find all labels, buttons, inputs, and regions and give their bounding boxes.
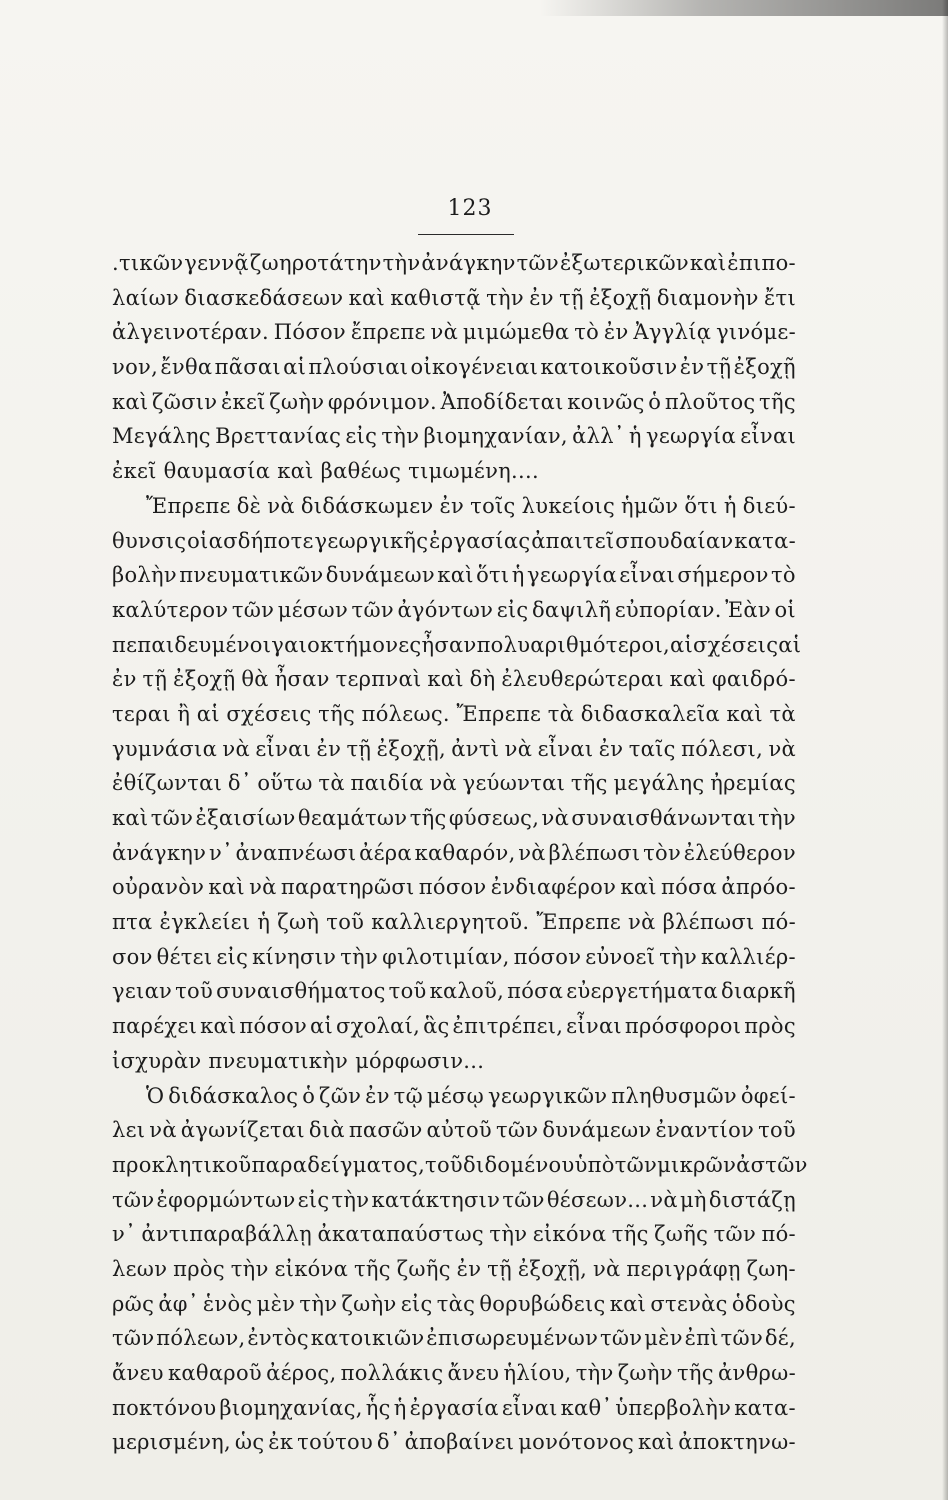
text-line: τεραι ἢ αἱ σχέσεις τῆς πόλεως. Ἔπρεπε τὰ διδασκαλεῖα καὶ τὰ bbox=[112, 701, 796, 726]
text-line: γειαν τοῦ συναισθήματος τοῦ καλοῦ, πόσα εὐεργετήματα διαρκῆ bbox=[112, 979, 796, 1004]
text-line: καλύτερον τῶν μέσων τῶν ἀγόντων εἰς δαψιλῆ εὐπορίαν. Ἐὰν οἱ bbox=[112, 597, 796, 622]
text-line: τῶν ἐφορμώντων εἰς τὴν κατάκτησιν τῶν θέσεων... νὰ μὴ διστάζῃ bbox=[112, 1187, 796, 1212]
text-line: ν᾽ ἀντιπαραβάλλῃ ἀκαταπαύστως τὴν εἰκόνα τῆς ζωῆς τῶν πό- bbox=[112, 1222, 796, 1247]
text-line: Μεγάλης Βρεττανίας εἰς τὴν βιομηχανίαν, ἀλλ᾽ ἡ γεωργία εἶναι bbox=[112, 424, 796, 449]
text-line: πτα ἐγκλείει ἡ ζωὴ τοῦ καλλιεργητοῦ. Ἔπρεπε νὰ βλέπωσι πό- bbox=[112, 910, 796, 935]
text-line: ἐθίζωνται δ᾽ οὕτω τὰ παιδία νὰ γεύωνται τῆς μεγάλης ἠρεμίας bbox=[112, 771, 796, 796]
text-line: μερισμένη, ὡς ἐκ τούτου δ᾽ ἀποβαίνει μονότονος καὶ ἀποκτηνω- bbox=[112, 1430, 796, 1455]
text-line: προκλητικοῦ παραδείγματος, τοῦ διδομένου ὑπὸ τῶν μικρῶν ἀστῶν bbox=[112, 1152, 808, 1177]
text-line: οὐρανὸν καὶ νὰ παρατηρῶσι πόσον ἐνδιαφέρον καὶ πόσα ἀπρόο- bbox=[112, 875, 796, 900]
text-line: καὶ ζῶσιν ἐκεῖ ζωὴν φρόνιμον. Ἀποδίδεται κοινῶς ὁ πλοῦτος τῆς bbox=[112, 389, 796, 414]
text-line: τῶν πόλεων, ἐντὸς κατοικιῶν ἐπισωρευμένων τῶν μὲν ἐπὶ τῶν δέ, bbox=[112, 1326, 796, 1351]
text-line: Ὁ διδάσκαλος ὁ ζῶν ἐν τῷ μέσῳ γεωργικῶν πληθυσμῶν ὀφεί- bbox=[146, 1083, 796, 1108]
text-line: λεων πρὸς τὴν εἰκόνα τῆς ζωῆς ἐν τῇ ἐξοχῇ, νὰ περιγράφῃ ζωη- bbox=[112, 1256, 796, 1281]
text-line: ρῶς ἀφ᾽ ἑνὸς μὲν τὴν ζωὴν εἰς τὰς θορυβώδεις καὶ στενὰς ὁδοὺς bbox=[112, 1291, 796, 1316]
text-line: .τικῶν γεννᾷ ζωηροτάτην τὴν ἀνάγκην τῶν ἐξωτερικῶν καὶ ἐπιπο- bbox=[112, 251, 796, 275]
text-line: νον, ἔνθα πᾶσαι αἱ πλούσιαι οἰκογένειαι κατοικοῦσιν ἐν τῇ ἐξοχῇ bbox=[112, 355, 796, 380]
page-number-rule bbox=[418, 234, 514, 235]
text-line: λει νὰ ἀγωνίζεται διὰ πασῶν αὐτοῦ τῶν δυνάμεων ἐναντίον τοῦ bbox=[112, 1118, 796, 1143]
text-line: ἄνευ καθαροῦ ἀέρος, πολλάκις ἄνευ ἡλίου, τὴν ζωὴν τῆς ἀνθρω- bbox=[112, 1361, 796, 1385]
text-line: ἐν τῇ ἐξοχῇ θὰ ἦσαν τερπναὶ καὶ δὴ ἐλευθερώτεραι καὶ φαιδρό- bbox=[112, 667, 796, 692]
scan-edge-shadow-right bbox=[942, 0, 948, 1500]
text-line: πεπαιδευμένοι γαιοκτήμονες ἦσαν πολυαριθμότεροι, αἱ σχέσεις αἱ bbox=[112, 632, 802, 657]
body-text bbox=[112, 246, 808, 1460]
page-number: 123 bbox=[447, 196, 493, 221]
text-line: γυμνάσια νὰ εἶναι ἐν τῇ ἐξοχῇ, ἀντὶ νὰ εἶναι ἐν ταῖς πόλεσι, νὰ bbox=[112, 736, 796, 761]
text-line: θυνσις οἱασδήποτε γεωργικῆς ἐργασίας ἀπαιτεῖ σπουδαίαν κατα- bbox=[112, 528, 796, 553]
text-line: σον θέτει εἰς κίνησιν τὴν φιλοτιμίαν, πόσον εὐνοεῖ τὴν καλλιέρ- bbox=[112, 944, 796, 969]
text-line: ἀνάγκην ν᾽ ἀναπνέωσι ἀέρα καθαρόν, νὰ βλέπωσι τὸν ἐλεύθερον bbox=[112, 840, 796, 865]
text-line: παρέχει καὶ πόσον αἱ σχολαί, ἃς ἐπιτρέπει, εἶναι πρόσφοροι πρὸς bbox=[112, 1014, 796, 1039]
text-line: καὶ τῶν ἐξαισίων θεαμάτων τῆς φύσεως, νὰ συναισθάνωνται τὴν bbox=[112, 806, 796, 830]
text-line: ἐκεῖ θαυμασία καὶ βαθέως τιμωμένη.... bbox=[112, 459, 539, 484]
text-line: Ἔπρεπε δὲ νὰ διδάσκωμεν ἐν τοῖς λυκείοις ἡμῶν ὅτι ἡ διεύ- bbox=[146, 493, 796, 518]
scan-edge-shadow-top bbox=[540, 0, 948, 16]
text-line: ποκτόνου βιομηχανίας, ἧς ἡ ἐργασία εἶναι καθ᾽ ὑπερβολὴν κατα- bbox=[112, 1395, 796, 1420]
text-line: βολὴν πνευματικῶν δυνάμεων καὶ ὅτι ἡ γεωργία εἶναι σήμερον τὸ bbox=[112, 563, 796, 588]
text-line: ἀλγεινοτέραν. Πόσον ἔπρεπε νὰ μιμώμεθα τὸ ἐν Ἀγγλίᾳ γινόμε- bbox=[112, 320, 796, 345]
text-line: ἰσχυρὰν πνευματικὴν μόρφωσιν... bbox=[112, 1048, 485, 1073]
text-line: λαίων διασκεδάσεων καὶ καθιστᾷ τὴν ἐν τῇ ἐξοχῇ διαμονὴν ἔτι bbox=[112, 285, 796, 310]
